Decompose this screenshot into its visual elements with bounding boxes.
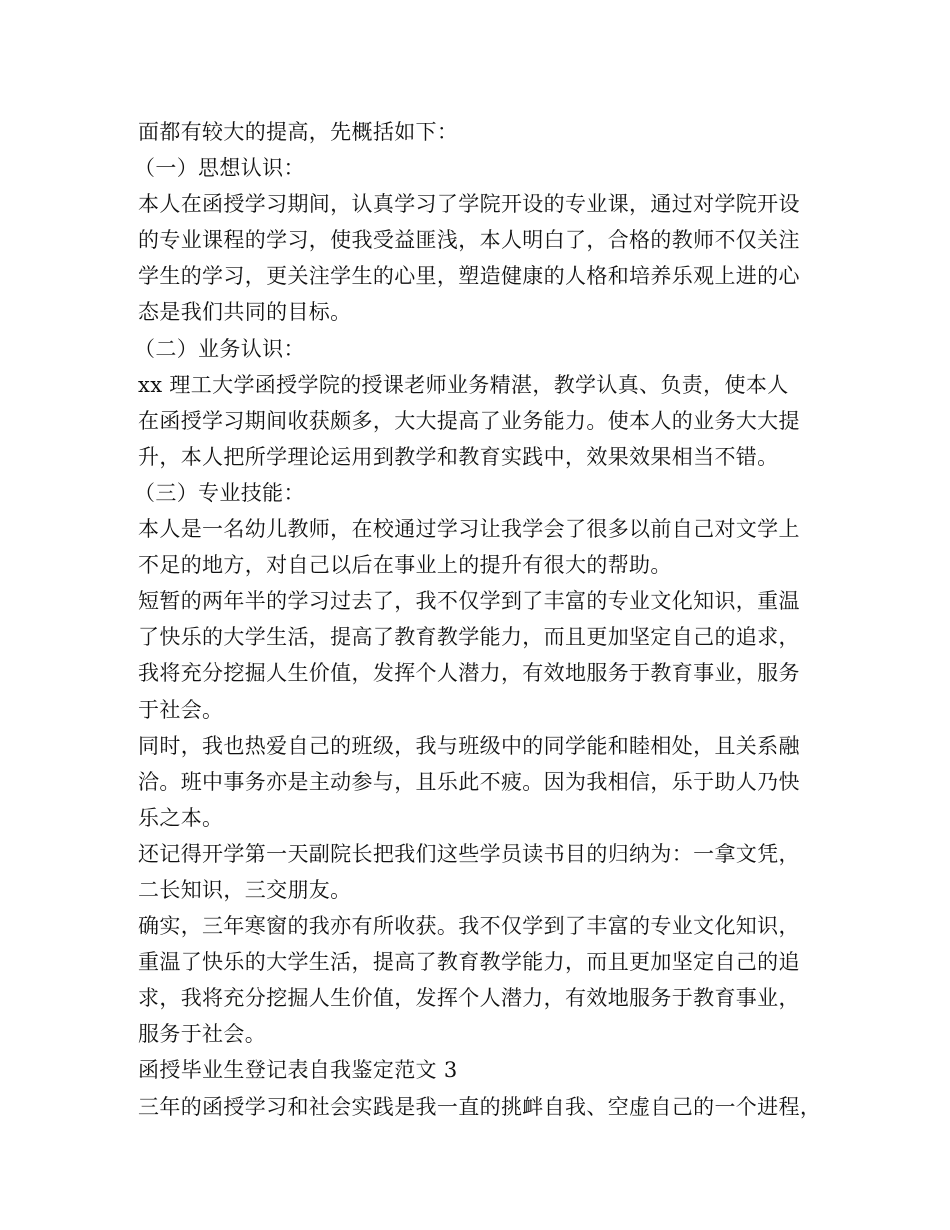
paragraph <box>138 836 828 908</box>
paragraph <box>138 583 828 727</box>
paragraph <box>138 1089 828 1125</box>
text-line: 面都有较大的提高，先概括如下： <box>138 120 459 144</box>
text-line: 的专业课程的学习，使我受益匪浅，本人明白了，合格的教师不仅关注 <box>138 228 800 253</box>
text-line: 在函授学习期间收获颇多，大大提高了业务能力。使本人的业务大大提 <box>138 408 800 433</box>
section-heading <box>134 150 828 186</box>
section-heading <box>134 475 828 511</box>
text-line: （二）业务认识： <box>134 336 305 361</box>
paragraph <box>138 511 828 583</box>
text-line: 同时，我也热爱自己的班级，我与班级中的同学能和睦相处，且关系融 <box>138 733 800 758</box>
text-line: 函授毕业生登记表自我鉴定范文 3 <box>138 1058 458 1083</box>
document-body <box>134 114 828 1125</box>
text-line: 我将充分挖掘人生价值，发挥个人潜力，有效地服务于教育事业，服务 <box>138 661 800 686</box>
text-line: 态是我们共同的目标。 <box>138 300 352 325</box>
text-line: 本人是一名幼儿教师，在校通过学习让我学会了很多以前自己对文学上 <box>138 517 800 542</box>
text-line: 学生的学习，更关注学生的心里，塑造健康的人格和培养乐观上进的心 <box>138 264 800 289</box>
text-line: 升，本人把所学理论运用到教学和教育实践中，效果效果相当不错。 <box>138 444 779 469</box>
text-line: 确实，三年寒窗的我亦有所收获。我不仅学到了丰富的专业文化知识， <box>138 914 800 939</box>
text-line: 本人在函授学习期间，认真学习了学院开设的专业课，通过对学院开设 <box>138 192 800 217</box>
text-line: 短暂的两年半的学习过去了，我不仅学到了丰富的专业文化知识，重温 <box>138 589 800 614</box>
text-line: 了快乐的大学生活，提高了教育教学能力，而且更加坚定自己的追求， <box>138 625 800 650</box>
paragraph <box>138 1052 828 1088</box>
text-line: 重温了快乐的大学生活，提高了教育教学能力，而且更加坚定自己的追 <box>138 950 800 975</box>
text-line: （三）专业技能： <box>134 480 305 505</box>
text-line: 还记得开学第一天副院长把我们这些学员读书目的归纳为：一拿文凭， <box>138 841 800 866</box>
paragraph <box>138 367 828 475</box>
text-line: 服务于社会。 <box>138 1022 267 1047</box>
paragraph <box>138 908 828 1052</box>
paragraph <box>138 114 828 150</box>
text-line: 洽。班中事务亦是主动参与，且乐此不疲。因为我相信，乐于助人乃快 <box>138 769 800 794</box>
text-line: 求，我将充分挖掘人生价值，发挥个人潜力，有效地服务于教育事业， <box>138 986 800 1011</box>
text-line: 于社会。 <box>138 697 224 722</box>
paragraph <box>138 186 828 330</box>
section-heading <box>134 331 828 367</box>
text-line: 不足的地方，对自己以后在事业上的提升有很大的帮助。 <box>138 553 672 578</box>
text-line: （一）思想认识： <box>134 156 305 181</box>
text-line: 三年的函授学习和社会实践是我一直的挑衅自我、空虚自己的一个进程， <box>138 1094 822 1119</box>
paragraph <box>138 728 828 836</box>
text-line: xx 理工大学函授学院的授课老师业务精湛，教学认真、负责，使本人 <box>138 372 789 397</box>
text-line: 二长知识，三交朋友。 <box>138 877 352 902</box>
text-line: 乐之本。 <box>138 805 224 830</box>
